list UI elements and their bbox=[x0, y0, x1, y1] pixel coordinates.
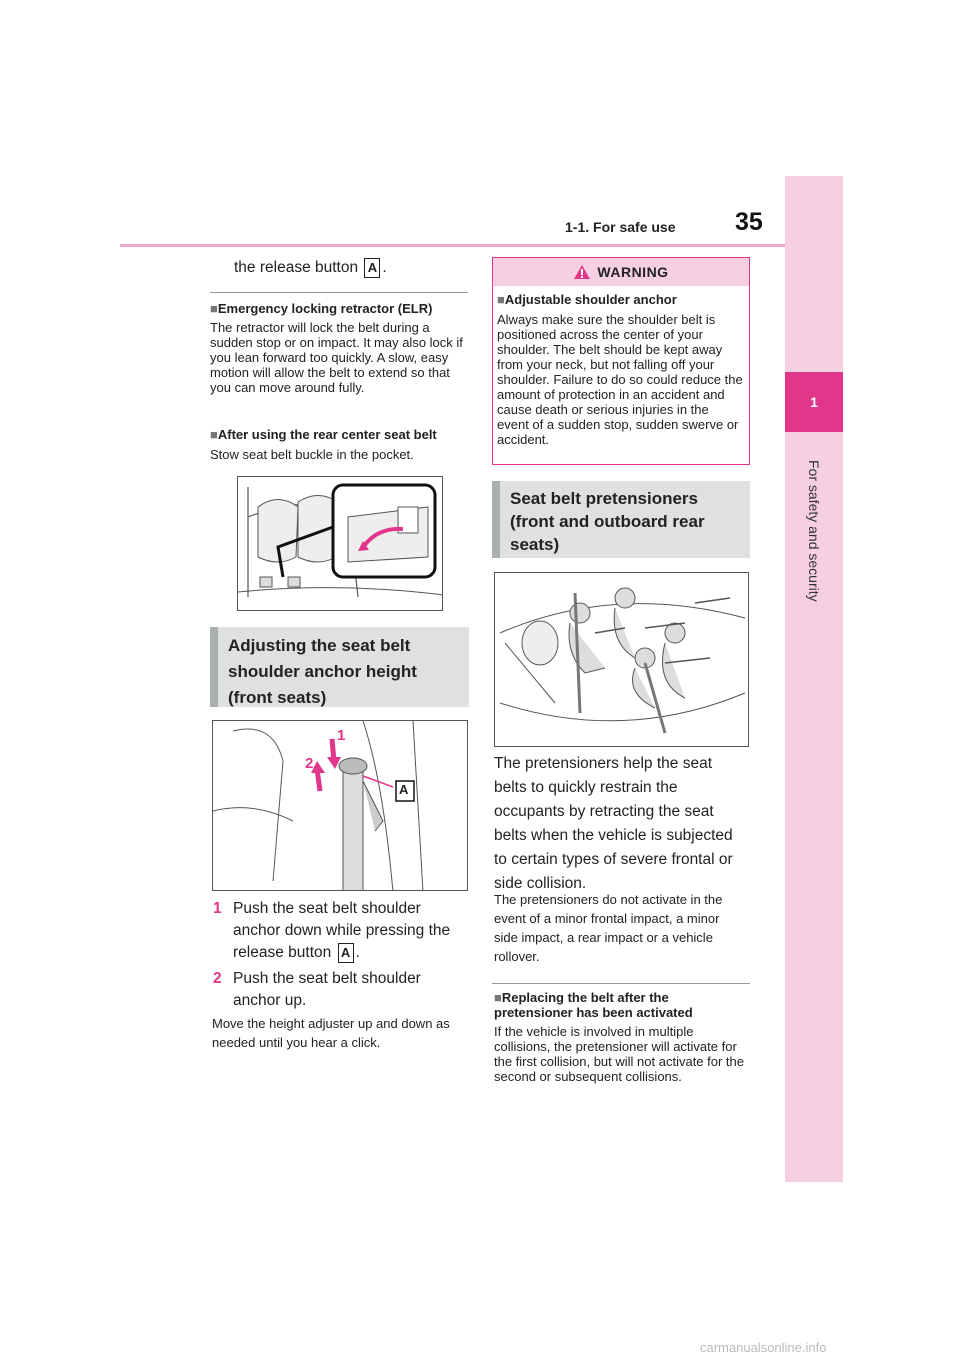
pretensioner-section-heading: Seat belt pretensioners (front and outboard rear seats) bbox=[492, 481, 750, 558]
elr-body: The retractor will lock the belt during a sudden stop or on impact. It may also lock if you lean forward too quickly. A slow, easy motion will allow the belt to extend so that you can move around fully. bbox=[210, 320, 463, 395]
replace-heading: ■Replacing the belt after the pretensioner has been activated bbox=[494, 990, 693, 1020]
intro-text: the release button A . bbox=[234, 259, 387, 276]
warning-box bbox=[492, 257, 750, 465]
page-number: 35 bbox=[735, 208, 763, 236]
rear-center-heading bbox=[210, 427, 470, 442]
divider bbox=[210, 292, 468, 293]
intro-text-content: the release button bbox=[234, 259, 359, 276]
chapter-label: For safety and security bbox=[806, 460, 822, 602]
elr-heading bbox=[210, 301, 470, 316]
shoulder-anchor-illustration bbox=[212, 720, 468, 891]
warning-title: WARNING bbox=[597, 264, 669, 280]
pretensioner-note: The pretensioners do not activate in the event of a minor frontal impact, a minor side impact, a rear impact or a vehicle rollover. bbox=[494, 892, 723, 964]
rear-center-heading-text: After using the rear center seat belt bbox=[217, 427, 437, 442]
pretensioner-body: The pretensioners help the seat belts to quickly restrain the occupants by retracting the seat belts when the vehicle is subjected to certain types of severe frontal or side collision. bbox=[494, 755, 733, 892]
replace-body: If the vehicle is involved in multiple collisions, the pretensioner will activate for the first collision, but will not activate for the second or subsequent collisions. bbox=[494, 1024, 745, 1084]
square-bullet-icon: ■ bbox=[497, 292, 505, 307]
warning-subheading: ■Adjustable shoulder anchor bbox=[497, 292, 677, 307]
step-2-text: Push the seat belt shoulder anchor up. bbox=[233, 970, 421, 1009]
warning-triangle-icon bbox=[573, 264, 591, 280]
square-bullet-icon: ■ bbox=[210, 301, 218, 316]
header-rule bbox=[120, 244, 785, 247]
pretensioner-illustration bbox=[494, 572, 749, 747]
illus-label-callout-a: A bbox=[399, 782, 409, 797]
square-bullet-icon: ■ bbox=[494, 990, 502, 1005]
adjust-note: Move the height adjuster up and down as needed until you hear a click. bbox=[212, 1016, 450, 1050]
warning-header bbox=[493, 258, 749, 286]
chapter-side-tab bbox=[785, 176, 843, 1182]
illus-label-step-1: 1 bbox=[337, 727, 346, 744]
step-1-number: 1 bbox=[213, 900, 222, 917]
step-1: 1 Push the seat belt shoulder anchor down while pressing the release button A . bbox=[213, 898, 468, 964]
step-2-number: 2 bbox=[213, 970, 222, 987]
chapter-number: 1 bbox=[785, 372, 843, 432]
watermark: carmanualsonline.info bbox=[700, 1340, 827, 1355]
section-title: 1-1. For safe use bbox=[565, 219, 676, 235]
illus-label-step-2: 2 bbox=[305, 755, 314, 772]
step-1-text: Push the seat belt shoulder anchor down while pressing the release button bbox=[233, 900, 451, 961]
rear-center-body: Stow seat belt buckle in the pocket. bbox=[210, 447, 414, 462]
rear-seat-buckle-illustration bbox=[237, 476, 443, 611]
elr-heading-text: Emergency locking retractor (ELR) bbox=[217, 301, 433, 316]
adjust-section-heading: Adjusting the seat belt shoulder anchor height (front seats) bbox=[210, 627, 469, 707]
divider bbox=[492, 983, 750, 984]
warning-body: Always make sure the shoulder belt is positioned across the center of your shoulder. The belt should be kept away from your neck, but not falling off your shoulder. Failure to do so could reduce the amount of protection in an accident and cause death or serious injuries in the event of a sudden stop, sudden swerve or accident. bbox=[497, 312, 743, 447]
callout-a-box: A bbox=[364, 258, 380, 278]
step-2 bbox=[213, 968, 468, 1012]
square-bullet-icon: ■ bbox=[210, 427, 218, 442]
callout-a-box: A bbox=[338, 943, 354, 963]
